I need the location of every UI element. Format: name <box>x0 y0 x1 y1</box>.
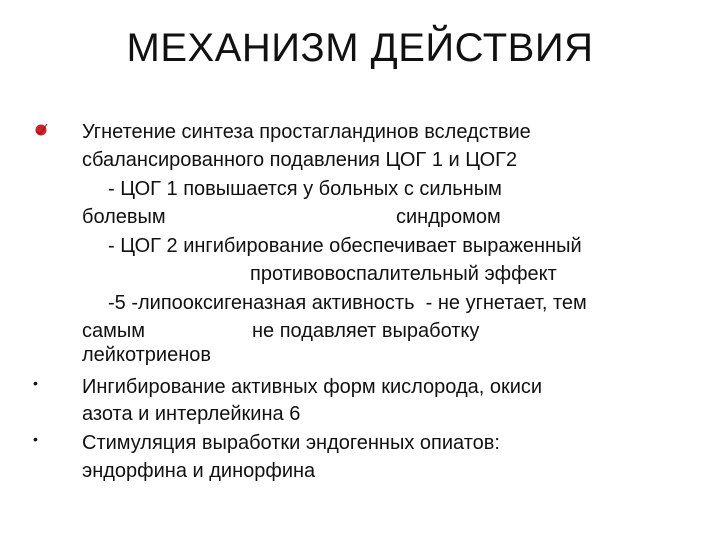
sub-item-2-line-1: - ЦОГ 2 ингибирование обеспечивает выраженный <box>108 235 582 257</box>
bullet-2-line-2: азота и интерлейкина 6 <box>82 403 301 425</box>
dot-bullet-icon: • <box>33 375 38 391</box>
sub-item-3-line-2b: не подавляет выработку <box>252 320 480 342</box>
red-check-bullet-icon <box>34 122 48 136</box>
dot-bullet-icon: • <box>33 431 38 447</box>
sub-item-1-line-2b: синдромом <box>396 206 501 228</box>
sub-item-2-line-2: противовоспалительный эффект <box>250 263 557 285</box>
bullet-3-line-1: Стимуляция выработки эндогенных опиатов: <box>82 432 500 454</box>
bullet-2-line-1: Ингибирование активных форм кислорода, окиси <box>82 376 543 398</box>
sub-item-1-line-2a: болевым <box>82 206 166 228</box>
sub-item-3-line-2a: самым <box>82 320 145 342</box>
bullet-1-line-2: сбалансированного подавления ЦОГ 1 и ЦОГ2 <box>82 149 518 171</box>
sub-item-1-line-1: - ЦОГ 1 повышается у больных с сильным <box>108 178 502 200</box>
bullet-1-line-1: Угнетение синтеза простагландинов вследствие <box>82 121 531 143</box>
sub-item-3-line-1: -5 -липооксигеназная активность - не угнетает, тем <box>108 292 587 314</box>
bullet-3-line-2: эндорфина и динорфина <box>82 460 316 482</box>
sub-item-3-line-3: лейкотриенов <box>82 344 211 366</box>
slide-title: МЕХАНИЗМ ДЕЙСТВИЯ <box>126 26 594 70</box>
